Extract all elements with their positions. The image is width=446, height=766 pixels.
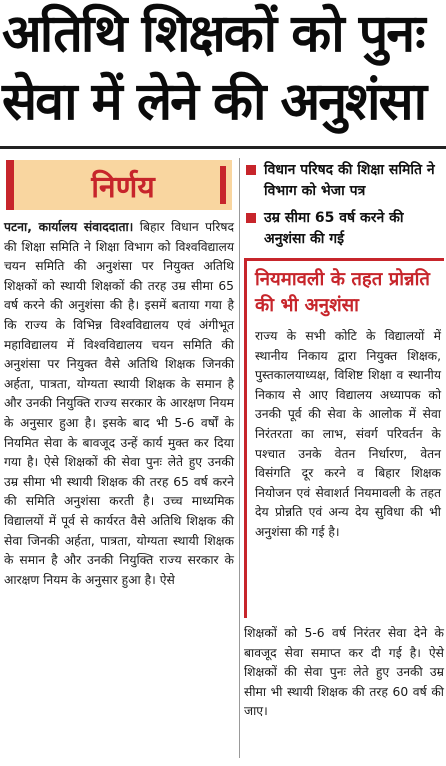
bullet-item — [244, 160, 444, 202]
sub-story-box — [244, 258, 444, 618]
headline-line-2: सेवा में लेने की अनुशंसा — [2, 72, 426, 132]
bullet-text: विधान परिषद की शिक्षा समिति ने विभाग को भेजा पत्र — [264, 162, 435, 199]
headline — [0, 0, 446, 148]
headline-rule — [0, 146, 446, 149]
left-article-text — [4, 218, 234, 590]
highlight-bullets — [244, 160, 444, 256]
continuation-text: शिक्षकों को 5-6 वर्ष निरंतर सेवा देने के बावजूद सेवा समाप्त कर दी गई है। ऐसे शिक्षकों की सेवा पुनः लेते हुए उनकी उम्र सीमा भी स्थायी शिक्षक की तरह 60 वर्ष की जाए। — [244, 626, 444, 719]
square-bullet-icon — [246, 165, 256, 175]
square-bullet-icon — [246, 213, 256, 223]
sub-story-text: राज्य के सभी कोटि के विद्यालयों में स्थानीय निकाय द्वारा नियुक्त शिक्षक, पुस्तकालयाध्यक्ष, विशिष्ट शिक्षा व स्थानीय निकाय से आए विद्यालय अध्यापक को उनकी पूर्व की सेवा के आलोक में सेवा निरंतरता का लाभ, संवर्ग परिवर्तन के पश्चात उनके वेतन निर्धारण, वेतन विसंगति दूर करने व बिहार शिक्षक नियोजन एवं सेवाशर्त नियमावली के तहत देय प्रोन्नति एवं अन्य देय सुविधा की भी अनुशंसा की गई है। — [255, 329, 441, 539]
sub-story-heading: नियमावली के तहत प्रोन्नति की भी अनुशंसा — [255, 269, 430, 316]
left-column — [2, 158, 234, 758]
decision-tag-label: निर्णय — [91, 169, 155, 205]
right-column — [244, 158, 444, 758]
decision-tag-bar — [220, 166, 226, 204]
bullet-text: उम्र सीमा 65 वर्ष करने की अनुशंसा की गई — [264, 210, 404, 247]
decision-tag — [6, 160, 232, 210]
headline-line-1: अतिथि शिक्षकों को पुनः — [2, 4, 424, 64]
bullet-item — [244, 208, 444, 250]
dateline: पटना, कार्यालय संवाददाता। — [4, 220, 134, 234]
left-article-body: बिहार विधान परिषद की शिक्षा समिति ने शिक्षा विभाग को विश्वविद्यालय चयन समिति की अनुशंसा पर नियुक्त अतिथि शिक्षकों को स्थायी शिक्षकों की तरह उम्र सीमा 65 वर्ष करने की अनुशंसा की है। इसमें बताया गया है कि राज्य के विभिन्न विश्वविद्यालय एवं अंगीभूत महाविद्यालय में विश्वविद्यालय चयन समिति की अनुशंसा पर नियुक्त वैसे अतिथि शिक्षक जिनकी अर्हता, पात्रता, योग्यता स्थायी शिक्षक के समान है और उनकी नियुक्ति राज्य सरकार के आरक्षण नियम के अनुसार हुआ है। इसके बाद भी 5-6 वर्षों के नियमित सेवा के बावजूद उन्हें कार्य मुक्त कर दिया गया है। ऐसे शिक्षकों की सेवा पुनः लेते हुए उनकी उम्र सीमा भी स्थायी शिक्षक की तरह 65 वर्ष करने की समिति अनुशंसा करती है। उच्च माध्यमिक विद्यालयों में पूर्व से कार्यरत वैसे अतिथि शिक्षक की सेवा जिनकी अर्हता, पात्रता, योग्यता स्थायी शिक्षक के समान है और उनकी नियुक्ति राज्य सरकार के आरक्षण नियम के अनुसार हुआ है। ऐसे — [4, 220, 235, 587]
column-divider — [239, 158, 240, 758]
